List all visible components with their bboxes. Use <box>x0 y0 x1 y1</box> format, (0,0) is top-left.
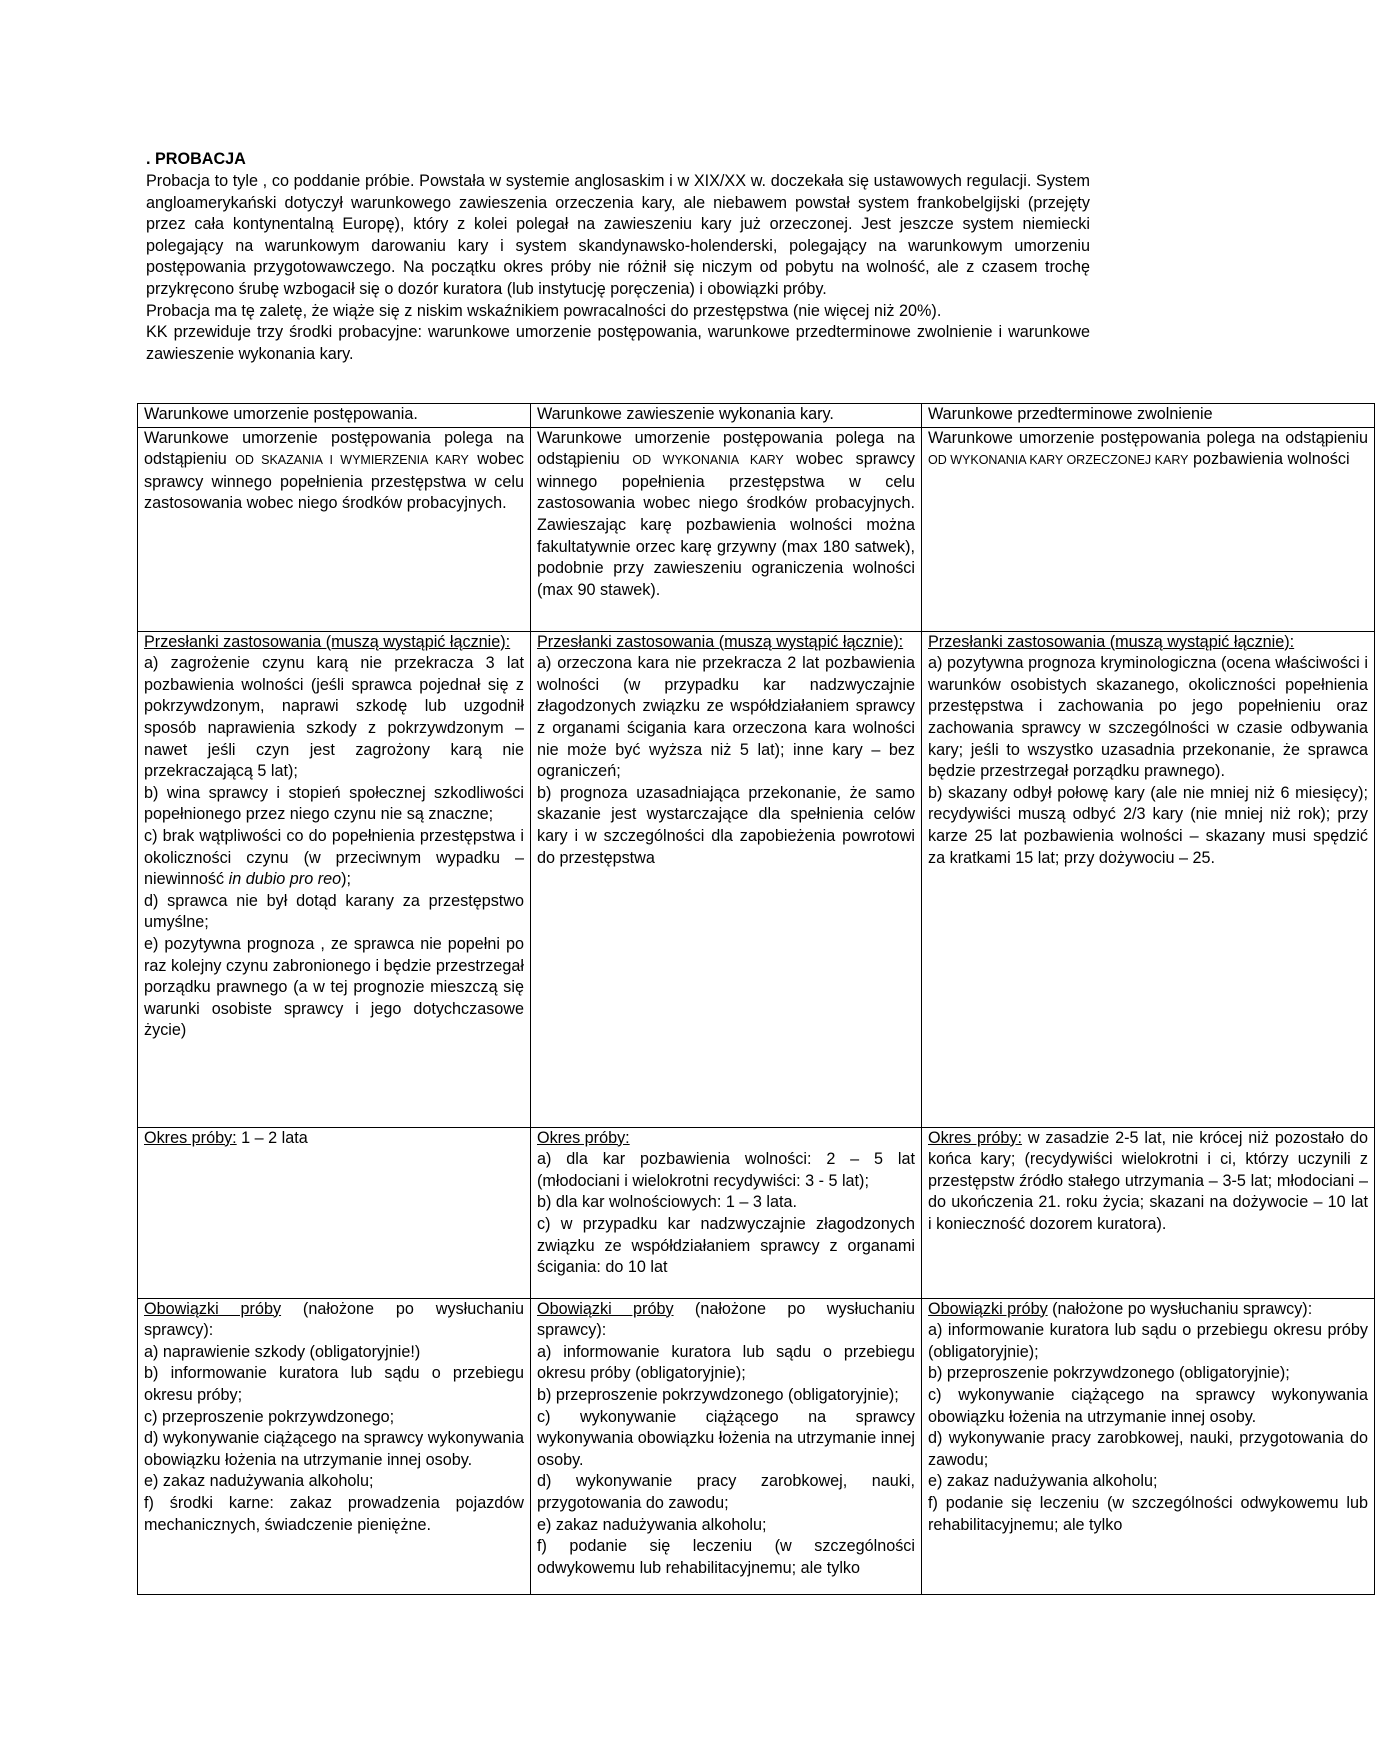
header-cell: Warunkowe przedterminowe zwolnienie <box>922 404 1375 428</box>
definition-cell: Warunkowe umorzenie postępowania polega na odstąpieniu OD SKAZANIA I WYMIERZENIA KARY wobec sprawcy winnego popełnienia przestępstwa w celu zastosowania wobec niego środków probacyjnych. <box>138 427 531 631</box>
definition-cell: Warunkowe umorzenie postępowania polega na odstąpieniu OD WYKONANIA KARY wobec sprawcy winnego popełnienia przestępstwa w celu zastosowania wobec niego środków probacyjnych. Zawieszając karę pozbawienia wolności można fakultatywnie orzec karę grzywny (max 180 satwek), podobnie przy zawieszeniu ograniczenia wolności (max 90 stawek). <box>531 427 922 631</box>
probation-cell: Okres próby: w zasadzie 2-5 lat, nie krócej niż pozostało do końca kary; (recydywiści wielokrotni i ci, którzy uczynili z przestępstw źródło stałego utrzymania – 3-5 lat; młodociani – do ukończenia 21. roku życia; skazani na dożywocie – 10 lat i konieczność dozorem kuratora). <box>922 1127 1375 1298</box>
table-row <box>138 1298 1375 1594</box>
probation-cell: Okres próby: 1 – 2 lata <box>138 1127 531 1298</box>
table-row <box>138 427 1375 631</box>
obligations-cell: Obowiązki próby (nałożone po wysłuchaniu sprawcy): a) informowanie kuratora lub sądu o przebiegu okresu próby (obligatoryjnie); b) przeproszenie pokrzywdzonego (obligatoryjnie); c) wykonywanie ciążącego na sprawcy wykonywania obowiązku łożenia na utrzymanie innej osoby. d) wykonywanie pracy zarobkowej, nauki, przygotowania do zawodu; e) zakaz nadużywania alkoholu; f) podanie się leczeniu (w szczególności odwykowemu lub rehabilitacyjnemu; ale tylko <box>531 1298 922 1594</box>
intro-text <box>146 171 1090 365</box>
conditions-cell: Przesłanki zastosowania (muszą wystąpić łącznie): a) zagrożenie czynu karą nie przekracza 3 lat pozbawienia wolności (jeśli sprawca pojednał się z pokrzywdzonym, naprawi szkodę lub uzgodnił sposób naprawienia szkody z pokrzywdzonym – nawet jeśli czyn jest zagrożony karą nie przekraczającą 5 lat); b) wina sprawcy i stopień społecznej szkodliwości popełnionego przez niego czynu nie są znaczne; c) brak wątpliwości co do popełnienia przestępstwa i okoliczności czynu (w przeciwnym wypadku – niewinność in dubio pro reo); d) sprawca nie był dotąd karany za przestępstwo umyślne; e) pozytywna prognoza , ze sprawca nie popełni po raz kolejny czynu zabronionego i będzie przestrzegał porządku prawnego (a w tej prognozie mieszczą się warunki osobiste sprawcy i jego dotychczasowe życie) <box>138 631 531 1127</box>
comparison-table-viewport <box>137 403 1368 1603</box>
comparison-table <box>137 403 1375 1595</box>
header-cell: Warunkowe zawieszenie wykonania kary. <box>531 404 922 428</box>
intro-paragraph: Probacja ma tę zaletę, że wiąże się z niskim wskaźnikiem powracalności do przestępstwa (nie więcej niż 20%). <box>146 301 942 320</box>
obligations-cell: Obowiązki próby (nałożone po wysłuchaniu sprawcy): a) informowanie kuratora lub sądu o przebiegu okresu próby (obligatoryjnie); b) przeproszenie pokrzywdzonego (obligatoryjnie); c) wykonywanie ciążącego na sprawcy wykonywania obowiązku łożenia na utrzymanie innej osoby. d) wykonywanie pracy zarobkowej, nauki, przygotowania do zawodu; e) zakaz nadużywania alkoholu; f) podanie się leczeniu (w szczególności odwykowemu lub rehabilitacyjnemu; ale tylko <box>922 1298 1375 1594</box>
header-cell: Warunkowe umorzenie postępowania. <box>138 404 531 428</box>
table-row <box>138 1127 1375 1298</box>
table-header-row <box>138 404 1375 428</box>
probation-cell: Okres próby: a) dla kar pozbawienia wolności: 2 – 5 lat (młodociani i wielokrotni recydywiści: 3 - 5 lat); b) dla kar wolnościowych: 1 – 3 lata. c) w przypadku kar nadzwyczajnie złagodzonych związku ze współdziałaniem sprawcy z organami ścigania: do 10 lat <box>531 1127 922 1298</box>
definition-cell: Warunkowe umorzenie postępowania polega na odstąpieniu OD WYKONANIA KARY ORZECZONEJ KARY pozbawienia wolności <box>922 427 1375 631</box>
intro-paragraph: Probacja to tyle , co poddanie próbie. Powstała w systemie anglosaskim i w XIX/XX w. doczekała się ustawowych regulacji. System angloamerykański dotyczył warunkowego zawieszenia orzeczenia kary, ale niebawem powstał system frankobelgijski (przejęty przez cała kontynentalną Europę), który z kolei polegał na zawieszeniu kary już orzeczonej. Jest jeszcze system niemiecki polegający na warunkowym darowaniu kary i system skandynawsko-holenderski, polegający na warunkowym umorzeniu postępowania przygotowawczego. Na początku okres próby nie różnił się niczym od pobytu na wolność, ale z czasem trochę przykręcono śrubę wzbogacił się o dozór kuratora (lub instytucję poręczenia) i obowiązki próby. <box>146 172 1090 298</box>
table-row <box>138 631 1375 1127</box>
conditions-cell: Przesłanki zastosowania (muszą wystąpić łącznie): a) orzeczona kara nie przekracza 2 lat pozbawienia wolności (w przypadku kar nadzwyczajnie złagodzonych związku ze współdziałaniem sprawcy z organami ścigania kara orzeczona kara wolności nie może być wyższa niż 5 lat); inne kary – bez ograniczeń; b) prognoza uzasadniająca przekonanie, że samo skazanie jest wystarczające dla spełnienia celów kary i w szczególności dla zapobieżenia powrotowi do przestępstwa <box>531 631 922 1127</box>
intro-paragraph: KK przewiduje trzy środki probacyjne: warunkowe umorzenie postępowania, warunkowe przedterminowe zwolnienie i warunkowe zawieszenie wykonania kary. <box>146 323 1090 363</box>
page-title: . PROBACJA <box>146 150 246 168</box>
obligations-cell: Obowiązki próby (nałożone po wysłuchaniu sprawcy): a) naprawienie szkody (obligatoryjnie!) b) informowanie kuratora lub sądu o przebiegu okresu próby; c) przeproszenie pokrzywdzonego; d) wykonywanie ciążącego na sprawcy wykonywania obowiązku łożenia na utrzymanie innej osoby. e) zakaz nadużywania alkoholu; f) środki karne: zakaz prowadzenia pojazdów mechanicznych, świadczenie pieniężne. <box>138 1298 531 1594</box>
conditions-cell: Przesłanki zastosowania (muszą wystąpić łącznie): a) pozytywna prognoza kryminologiczna (ocena właściwości i warunków osobistych skazanego, okoliczności popełnienia przestępstwa i zachowania po jego popełnieniu oraz zachowania sprawcy w szczególności w czasie odbywania kary; jeśli to wszystko uzasadnia przekonanie, że sprawca będzie przestrzegał porządku prawnego). b) skazany odbył połowę kary (ale nie mniej niż 6 miesięcy); recydywiści muszą odbyć 2/3 kary (nie mniej niż rok); przy karze 25 lat pozbawienia wolności – skazany musi spędzić za kratkami 15 lat; przy dożywociu – 25. <box>922 631 1375 1127</box>
